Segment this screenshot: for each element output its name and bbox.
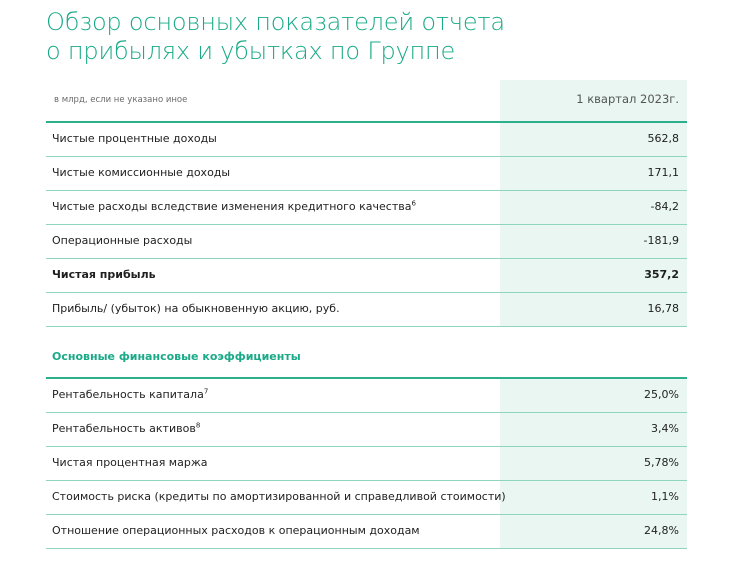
footnote-marker: 6 bbox=[411, 199, 416, 208]
footnote-marker: 7 bbox=[203, 387, 209, 396]
row-value: 357,2 bbox=[644, 268, 679, 281]
footnote-marker: 8 bbox=[195, 421, 201, 430]
table-header bbox=[46, 80, 687, 123]
page-title bbox=[46, 8, 706, 66]
row-label: Операционные расходы bbox=[52, 234, 193, 247]
income-statement-table bbox=[46, 80, 687, 549]
row-label: Чистая процентная маржа bbox=[52, 456, 208, 469]
row-value: 3,4% bbox=[651, 422, 679, 435]
row-label: Рентабельность активов$^8$ bbox=[52, 421, 201, 435]
table-row-net-fee-income bbox=[46, 157, 687, 191]
table-row-net-interest-income bbox=[46, 123, 687, 157]
period-column-header bbox=[500, 80, 687, 121]
row-label: Чистые процентные доходы bbox=[52, 132, 217, 145]
ratios-section-header bbox=[46, 343, 687, 379]
period-label: 1 квартал 2023г. bbox=[576, 92, 679, 106]
row-value: -84,2 bbox=[650, 200, 679, 213]
table-row-credit-quality-expenses bbox=[46, 191, 687, 225]
row-value: 562,8 bbox=[647, 132, 679, 145]
table-row-roa bbox=[46, 413, 687, 447]
row-label: Чистые комиссионные доходы bbox=[52, 166, 231, 179]
row-value: 1,1% bbox=[651, 490, 679, 503]
row-value: 24,8% bbox=[644, 524, 679, 537]
row-value: 16,78 bbox=[647, 302, 679, 315]
page-title-line-1: Обзор основных показателей отчета bbox=[46, 8, 505, 36]
table-row-nim bbox=[46, 447, 687, 481]
row-value: 171,1 bbox=[647, 166, 679, 179]
units-note: в млрд, если не указано иное bbox=[54, 95, 188, 105]
row-value: 5,78% bbox=[644, 456, 679, 469]
table-row-eps bbox=[46, 293, 687, 327]
row-value: 25,0% bbox=[644, 388, 679, 401]
table-row-cost-income-ratio bbox=[46, 515, 687, 549]
row-label: Рентабельность капитала$^7$ bbox=[52, 387, 209, 401]
row-label: Отношение операционных расходов к операционным доходам bbox=[52, 524, 420, 537]
table-row-operating-expenses bbox=[46, 225, 687, 259]
page-title-line-2: о прибылях и убытках по Группе bbox=[46, 37, 456, 65]
section-title: Основные финансовые коэффициенты bbox=[52, 350, 301, 363]
row-label: Прибыль/ (убыток) на обыкновенную акцию, руб. bbox=[52, 302, 340, 315]
row-label: Стоимость риска (кредиты по амортизированной и справедливой стоимости) bbox=[52, 490, 506, 503]
table-row-net-profit bbox=[46, 259, 687, 293]
table-row-roe bbox=[46, 379, 687, 413]
row-value: -181,9 bbox=[643, 234, 679, 247]
table-row-cost-of-risk bbox=[46, 481, 687, 515]
row-label: Чистая прибыль bbox=[52, 268, 156, 281]
row-label: Чистые расходы вследствие изменения кредитного качества$^6$ bbox=[52, 199, 416, 213]
